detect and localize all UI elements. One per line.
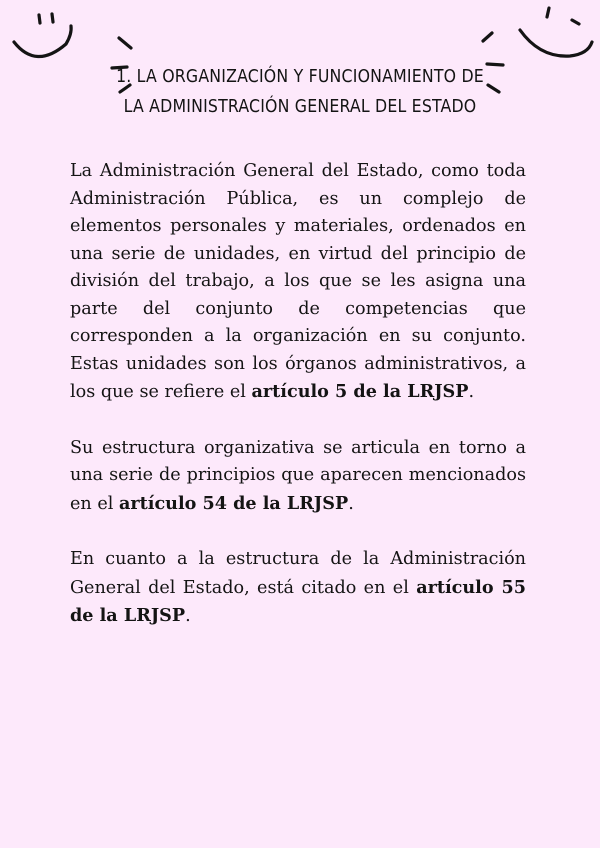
paragraph-2 bbox=[70, 435, 526, 519]
law-reference-article-5: artículo 5 de la LRJSP bbox=[251, 381, 469, 402]
page-title-line-2: LA ADMINISTRACIÓN GENERAL DEL ESTADO bbox=[123, 97, 477, 117]
paragraph-2-end: . bbox=[348, 493, 354, 514]
paragraph-3 bbox=[70, 546, 526, 631]
paragraph-3-end: . bbox=[185, 606, 191, 626]
smiley-face-icon bbox=[14, 14, 71, 57]
paragraph-1 bbox=[70, 158, 526, 407]
page-title bbox=[100, 62, 500, 122]
paragraph-1-end: . bbox=[468, 382, 475, 402]
smiley-face-icon bbox=[520, 8, 592, 56]
paragraph-1-text: La Administración General del Estado, como toda Administración Pública, es un complejo de elementos personales y materiales, ordenados en una serie de unidades, en virtud del principio de división del trabajo, a los que se les asigna una parte del conjunto de competencias que corresponden a la organización en su conjunto. Estas unidades son los órganos administrativos, a los que se refiere el bbox=[70, 161, 526, 402]
paragraph-2-text: Su estructura organizativa se articula en torno a una serie de principios que aparecen mencionados en el bbox=[70, 437, 526, 514]
law-reference-article-54: artículo 54 de la LRJSP bbox=[118, 492, 349, 514]
body-text bbox=[70, 158, 526, 659]
law-reference-article-55: artículo 55 de la LRJSP bbox=[70, 576, 526, 626]
page-title-line-1: 1. LA ORGANIZACIÓN Y FUNCIONAMIENTO DE bbox=[116, 67, 484, 87]
paragraph-3-text: En cuanto a la estructura de la Administración General del Estado, está citado en el bbox=[70, 549, 526, 598]
